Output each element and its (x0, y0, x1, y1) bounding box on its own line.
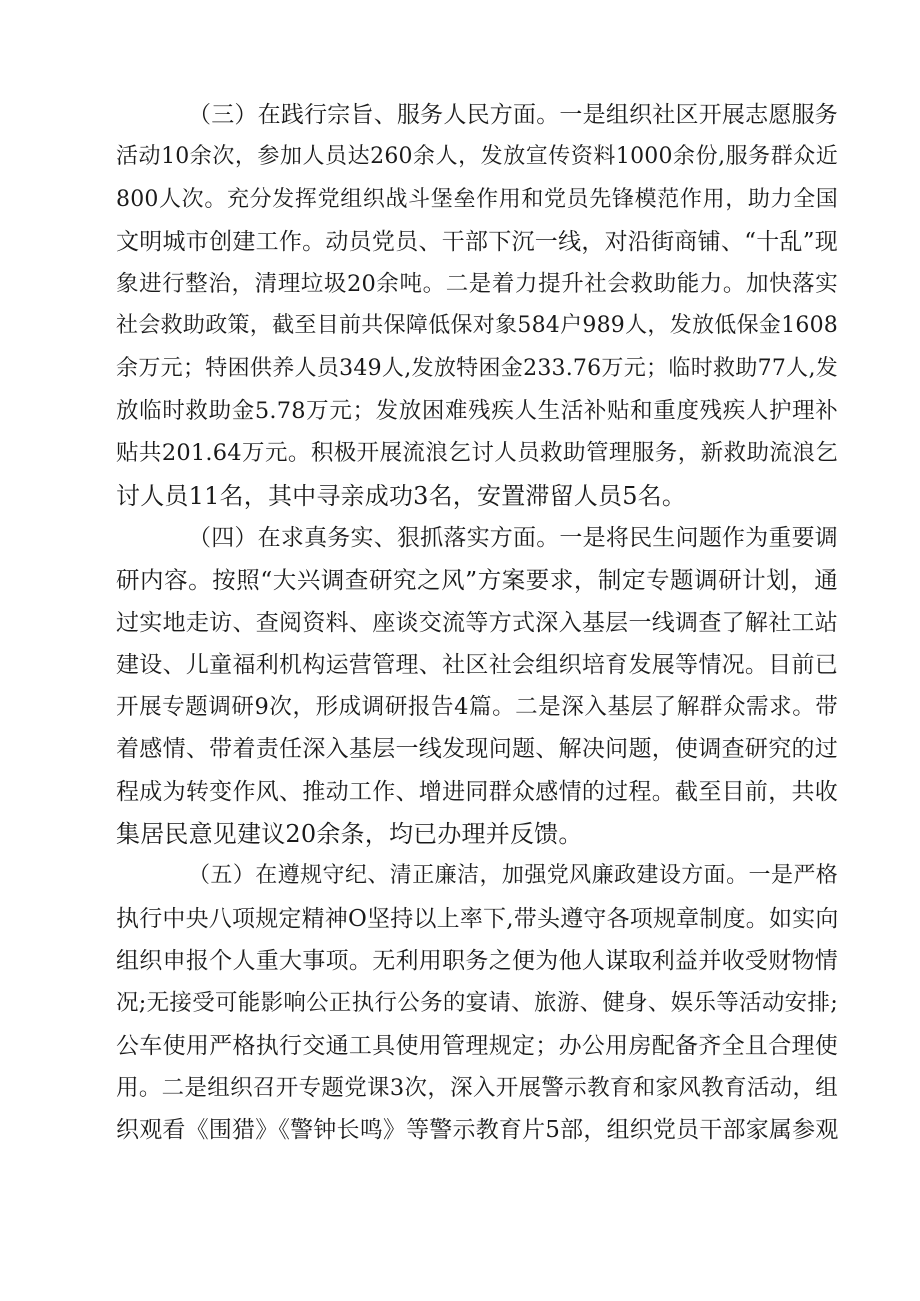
text-line: 活动10余次，参加人员达260余人，发放宣传资料1000余份,服务群众近 (116, 144, 838, 170)
text-line: 况;无接受可能影响公正执行公务的宴请、旅游、健身、娱乐等活动安排; (116, 990, 838, 1017)
paragraph-section-4 (116, 517, 838, 855)
text-line: 800人次。充分发挥党组织战斗堡垒作用和党员先锋模范作用，助力全国 (116, 186, 838, 212)
text-line: 开展专题调研9次，形成调研报告4篇。二是深入基层了解群众需求。带 (116, 694, 838, 721)
text-line: 用。二是组织召开专题党课3次，深入开展警示教育和家风教育活动，组 (116, 1074, 838, 1101)
text-line: 研内容。按照“大兴调查研究之风”方案要求，制定专题调研计划，通 (116, 566, 838, 595)
text-line: 过实地走访、查阅资料、座谈交流等方式深入基层一线调查了解社工站 (116, 609, 838, 636)
text-line: 社会救助政策，截至目前共保障低保对象584户989人，发放低保金1608 (116, 313, 838, 339)
text-line: 织观看《围猎》《警钟长鸣》等警示教育片5部，组织党员干部家属参观 (116, 1117, 839, 1144)
paragraph-section-3 (116, 94, 838, 517)
text-line: 余万元；特困供养人员349人,发放特困金233.76万元；临时救助77人,发 (116, 355, 838, 381)
text-line: 集居民意见建议20余条，均已办理并反馈。 (116, 820, 583, 849)
text-line: 程成为转变作风、推动工作、增进同群众感情的过程。截至目前，共收 (116, 778, 838, 805)
text-line: （三）在践行宗旨、服务人民方面。一是组织社区开展志愿服务 (188, 102, 838, 128)
text-line: 象进行整治，清理垃圾20余吨。二是着力提升社会救助能力。加快落实 (116, 271, 838, 298)
text-line: 贴共201.64万元。积极开展流浪乞讨人员救助管理服务，新救助流浪乞 (116, 440, 838, 467)
text-line: （五）在遵规守纪、清正廉洁，加强党风廉政建设方面。一是严格 (188, 863, 838, 889)
text-line: 组织申报个人重大事项。无利用职务之便为他人谋取利益并收受财物情 (116, 947, 838, 974)
text-line: 讨人员11名，其中寻亲成功3名，安置滞留人员5名。 (116, 481, 687, 510)
text-line: 公车使用严格执行交通工具使用管理规定；办公用房配备齐全且合理使 (116, 1032, 838, 1059)
text-line: 放临时救助金5.78万元；发放困难残疾人生活补贴和重度残疾人护理补 (116, 398, 838, 425)
paragraph-section-5 (116, 855, 838, 1151)
text-line: 建设、儿童福利机构运营管理、社区社会组织培育发展等情况。目前已 (116, 651, 838, 678)
text-line: （四）在求真务实、狠抓落实方面。一是将民生问题作为重要调 (188, 524, 838, 551)
text-line: 着感情、带着责任深入基层一线发现问题、解决问题，使调查研究的过 (116, 736, 838, 763)
text-line: 文明城市创建工作。动员党员、干部下沉一线，对沿街商铺、“十乱”现 (116, 228, 838, 255)
text-line: 执行中央八项规定精神O坚持以上率下,带头遵守各项规章制度。如实向 (116, 905, 839, 932)
body-text (116, 94, 838, 1151)
